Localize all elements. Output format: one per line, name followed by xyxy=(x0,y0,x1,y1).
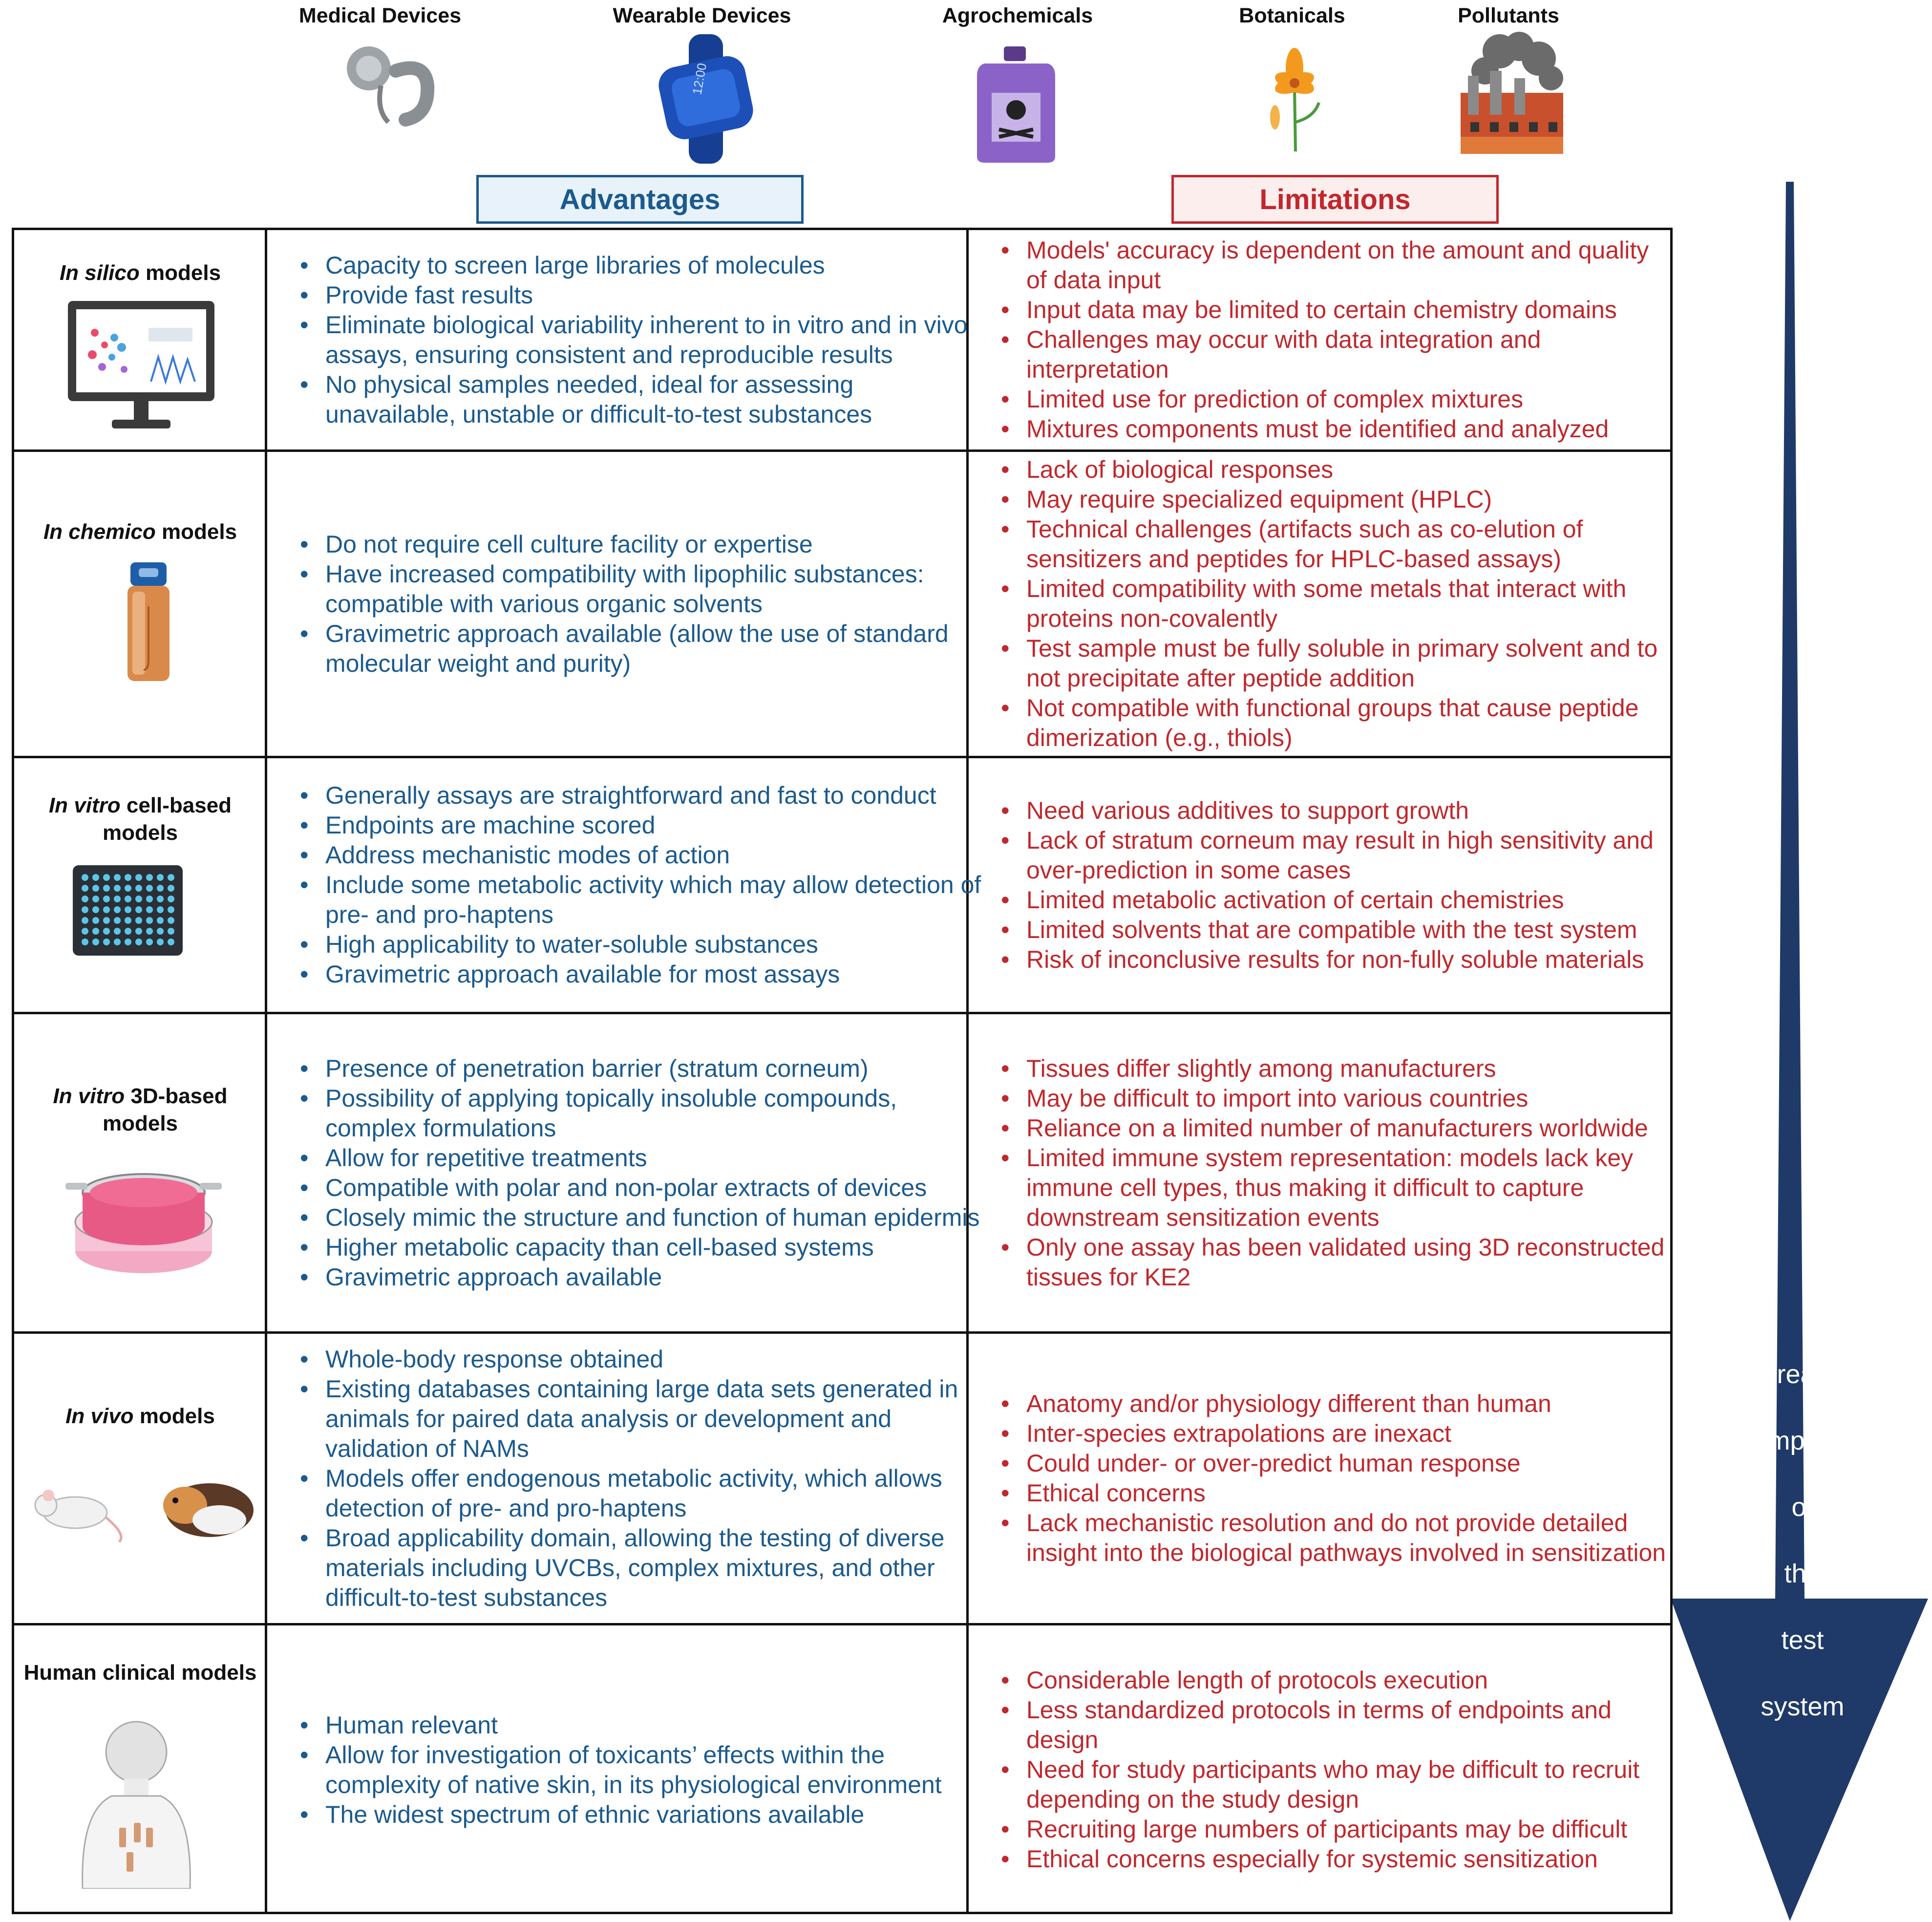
limitation-item: • Could under- or over-predict human response xyxy=(991,1449,1673,1478)
limitations-list-in-chemico xyxy=(991,455,1673,753)
limitations-cell xyxy=(991,758,1673,1012)
limitation-item: • Limited solvents that are compatible with the test system xyxy=(991,915,1673,945)
advantage-item: • Gravimetric approach available (allow the use of standard molecular weight and purity) xyxy=(290,619,984,679)
lily-flower-icon xyxy=(1260,44,1329,151)
advantage-item: • Do not require cell culture facility or expertise xyxy=(290,530,984,559)
advantages-cell xyxy=(290,1014,984,1331)
limitations-list-in-vivo xyxy=(991,1389,1673,1568)
advantage-item: • High applicability to water-soluble substances xyxy=(290,930,984,960)
limitation-item: • Input data may be limited to certain chemistry domains xyxy=(991,295,1673,325)
limitation-item: • Lack of biological responses xyxy=(991,455,1673,485)
limitations-list-in-vitro-3d xyxy=(991,1054,1673,1292)
advantage-item: • Generally assays are straightforward and fast to conduct xyxy=(290,781,984,811)
row-title-in-silico: In silico models xyxy=(59,261,221,285)
limitations-list-human xyxy=(991,1666,1673,1874)
limitations-header: Limitations xyxy=(1171,175,1499,224)
arrow-word: Increasing xyxy=(1741,1360,1864,1389)
poison-jug-icon xyxy=(975,46,1058,164)
category-label-pollutants: Pollutants xyxy=(1458,4,1559,27)
advantage-item: • Gravimetric approach available for most assays xyxy=(290,960,984,989)
limitation-item: • Recruiting large numbers of participants may be difficult xyxy=(991,1815,1673,1844)
advantage-item: • Compatible with polar and non-polar extracts of devices xyxy=(290,1173,984,1203)
limitations-list-in-silico xyxy=(991,235,1673,444)
advantages-list-in-chemico xyxy=(290,530,984,679)
vial-icon xyxy=(122,562,175,684)
limitation-item: • Test sample must be fully soluble in primary solvent and to not precipitate after peptide addition xyxy=(991,634,1673,693)
limitation-item: • Risk of inconclusive results for non-fully soluble materials xyxy=(991,945,1673,975)
limitation-item: • Need various additives to support growth xyxy=(991,796,1673,826)
advantage-item: • Human relevant xyxy=(290,1710,984,1740)
limitation-item: • Limited use for prediction of complex mixtures xyxy=(991,384,1673,414)
advantage-item: • Eliminate biological variability inherent to in vitro and in vivo assays, ensuring consistent and reproducible results xyxy=(290,310,984,370)
limitation-item: • Reliance on a limited number of manufacturers worldwide xyxy=(991,1113,1673,1143)
limitations-cell xyxy=(991,1014,1673,1331)
limitations-cell xyxy=(991,452,1673,756)
advantages-cell xyxy=(290,1625,984,1914)
advantage-item: • Endpoints are machine scored xyxy=(290,811,984,840)
advantages-header: Advantages xyxy=(476,175,804,224)
limitations-cell xyxy=(991,1334,1673,1623)
limitation-item: • Limited immune system representation: models lack key immune cell types, thus making it difficult to capture downstream sensitization events xyxy=(991,1143,1673,1233)
arrow-word: system xyxy=(1761,1692,1845,1721)
well-plate-icon xyxy=(73,865,183,956)
limitation-item: • Limited compatibility with some metals that interact with proteins non-covalently xyxy=(991,574,1673,634)
advantages-cell xyxy=(290,452,984,756)
advantage-item: • Closely mimic the structure and function of human epidermis xyxy=(290,1203,984,1233)
advantage-item: • Address mechanistic modes of action xyxy=(290,840,984,870)
limitation-item: • May require specialized equipment (HPLC) xyxy=(991,485,1673,514)
column-divider xyxy=(265,230,267,1912)
advantage-item: • Possibility of applying topically insoluble compounds, complex formulations xyxy=(290,1084,984,1143)
advantages-list-in-vivo xyxy=(290,1345,984,1613)
limitations-list-in-vitro-cell xyxy=(991,796,1673,975)
limitation-item: • May be difficult to import into various countries xyxy=(991,1084,1673,1113)
human-back-patches-icon xyxy=(73,1718,200,1889)
category-label-botanicals: Botanicals xyxy=(1239,4,1345,27)
row-title-in-vitro-cell-based: In vitro cell-based models xyxy=(48,793,232,845)
limitation-item: • Mixtures components must be identified and analyzed xyxy=(991,414,1673,444)
advantages-cell xyxy=(290,1334,984,1623)
limitation-item: • Tissues differ slightly among manufacturers xyxy=(991,1054,1673,1084)
row-title-in-chemico: In chemico models xyxy=(43,520,237,544)
advantage-item: • Allow for investigation of toxicants’ effects within the complexity of native skin, in its physiological environment xyxy=(290,1740,984,1800)
limitation-item: • Only one assay has been validated using 3D reconstructed tissues for KE2 xyxy=(991,1233,1673,1292)
computer-monitor-icon xyxy=(65,299,217,435)
limitation-item: • Less standardized protocols in terms of endpoints and design xyxy=(991,1695,1673,1755)
advantage-item: • Include some metabolic activity which may allow detection of pre- and pro-haptens xyxy=(290,870,984,930)
advantage-item: • Have increased compatibility with lipophilic substances: compatible with various organic solvents xyxy=(290,559,984,619)
limitation-item: • Not compatible with functional groups that cause peptide dimerization (e.g., thiols) xyxy=(991,693,1673,753)
limitation-item: • Ethical concerns xyxy=(991,1478,1673,1508)
arrow-word: complexity xyxy=(1740,1426,1865,1455)
advantage-item: • Gravimetric approach available xyxy=(290,1262,984,1292)
advantages-list-in-silico xyxy=(290,251,984,429)
limitation-item: • Limited metabolic activation of certain chemistries xyxy=(991,885,1673,915)
category-label-agrochemicals: Agrochemicals xyxy=(942,4,1093,27)
advantage-item: • Presence of penetration barrier (stratum corneum) xyxy=(290,1054,984,1084)
limitation-item: • Need for study participants who may be difficult to recruit depending on the study design xyxy=(991,1755,1673,1815)
limitation-item: • Ethical concerns especially for systemic sensitization xyxy=(991,1844,1673,1874)
row-title-in-vitro-3d: In vitro 3D-based models xyxy=(53,1084,228,1135)
advantage-item: • Whole-body response obtained xyxy=(290,1345,984,1374)
hearing-aid-icon xyxy=(342,42,440,129)
limitation-item: • Technical challenges (artifacts such as co-elution of sensitizers and peptides for HPLC-based assays) xyxy=(991,514,1673,574)
limitation-item: • Lack of stratum corneum may result in high sensitivity and over-prediction in some cases xyxy=(991,826,1673,885)
advantage-item: • Models offer endogenous metabolic activity, which allows detection of pre- and pro-haptens xyxy=(290,1464,984,1523)
advantage-item: • Broad applicability domain, allowing the testing of diverse materials including UVCBs, complex mixtures, and other difficult-to-test substances xyxy=(290,1523,984,1613)
increasing-complexity-arrow xyxy=(1673,182,1932,1922)
advantages-cell xyxy=(290,758,984,1012)
limitation-item: • Lack mechanistic resolution and do not provide detailed insight into the biological pathways involved in sensitization xyxy=(991,1508,1673,1568)
advantages-list-human xyxy=(290,1710,984,1830)
limitation-item: • Challenges may occur with data integration and interpretation xyxy=(991,325,1673,384)
row-title-human-clinical: Human clinical models xyxy=(23,1661,257,1685)
category-label-medical-devices: Medical Devices xyxy=(298,4,462,27)
advantages-list-in-vitro-3d xyxy=(290,1054,984,1292)
svg-text:12:00: 12:00 xyxy=(689,62,710,96)
advantages-list-in-vitro-cell xyxy=(290,781,984,989)
arrow-word: the xyxy=(1784,1559,1821,1588)
advantage-item: • No physical samples needed, ideal for assessing unavailable, unstable or difficult-to-test substances xyxy=(290,370,984,429)
factory-smoke-icon xyxy=(1456,32,1568,154)
advantage-item: • Existing databases containing large data sets generated in animals for paired data analysis or development and validation of NAMs xyxy=(290,1374,984,1464)
category-label-wearable-devices: Wearable Devices xyxy=(613,4,791,27)
advantage-item: • Provide fast results xyxy=(290,280,984,310)
advantages-cell xyxy=(290,230,984,449)
row-title-in-vivo: In vivo models xyxy=(65,1404,215,1428)
tissue-insert-icon xyxy=(65,1153,222,1281)
limitation-item: • Models' accuracy is dependent on the amount and quality of data input xyxy=(991,235,1673,295)
advantage-item: • Capacity to screen large libraries of molecules xyxy=(290,251,984,280)
comparison-table xyxy=(12,228,1673,1914)
limitations-cell xyxy=(991,230,1673,449)
smartwatch-icon xyxy=(655,34,757,164)
advantage-item: • Higher metabolic capacity than cell-based systems xyxy=(290,1233,984,1262)
limitation-item: • Inter-species extrapolations are inexact xyxy=(991,1419,1673,1449)
arrow-word: test xyxy=(1781,1625,1824,1655)
limitations-cell xyxy=(991,1625,1673,1914)
advantage-item: • The widest spectrum of ethnic variations available xyxy=(290,1800,984,1830)
limitation-item: • Anatomy and/or physiology different than human xyxy=(991,1389,1673,1419)
limitation-item: • Considerable length of protocols execution xyxy=(991,1666,1673,1695)
arrow-word: of xyxy=(1791,1493,1814,1522)
mouse-guinea-pig-icon xyxy=(29,1471,258,1544)
advantage-item: • Allow for repetitive treatments xyxy=(290,1143,984,1173)
